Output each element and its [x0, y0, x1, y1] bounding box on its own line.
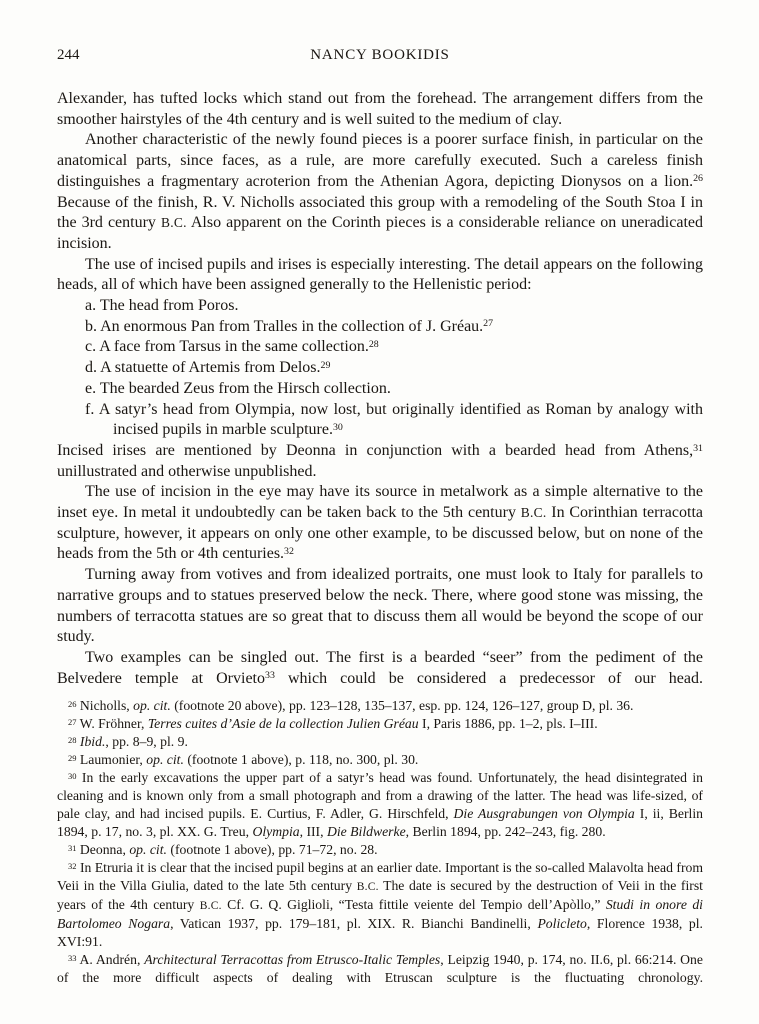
- footnote-number: 28: [68, 734, 77, 745]
- text-segment: Die Bildwerke: [326, 824, 406, 840]
- footnote-number: 32: [68, 860, 77, 871]
- text-segment: Deonna,: [79, 842, 130, 858]
- text-segment: Nicholls,: [79, 698, 134, 714]
- text-segment: (footnote 1 above), p. 118, no. 300, pl. 30.: [183, 752, 419, 768]
- page-header: [57, 47, 703, 63]
- footnote: [57, 951, 703, 987]
- paragraph: [57, 482, 703, 565]
- list-item-label: c.: [85, 338, 100, 356]
- list-item: [57, 400, 703, 441]
- footnote-reference: 28: [368, 338, 379, 350]
- footnote: [57, 715, 703, 733]
- text-segment: , Florence 1938, pl. XVI:91.: [57, 916, 703, 950]
- text-segment: The date is secured by the destruction of Veii in the first years of the 4th century: [57, 878, 703, 913]
- paragraph: [57, 441, 703, 482]
- footnote: [57, 733, 703, 751]
- text-segment: , pp. 8–9, pl. 9.: [105, 734, 188, 750]
- text-segment: Die Ausgrabungen von Olympia: [453, 806, 635, 822]
- text-segment: Because of the finish, R. V. Nicholls associated this group with a remodeling of the South Stoa I in the 3rd century: [57, 193, 703, 232]
- footnote-number: 30: [68, 770, 77, 781]
- footnote-number: 33: [68, 952, 77, 963]
- text-segment: op. cit.: [129, 842, 167, 858]
- text-segment: Laumonier,: [79, 752, 147, 768]
- text-segment: I, Paris 1886, pp. 1–2, pls. I–III.: [418, 716, 598, 732]
- text-segment: , Leipzig 1940, p. 174, no. II.6, pl. 66:214. One of the more difficult aspects of dealing with Etruscan sculpture is the fluctuating chronology.: [57, 952, 703, 986]
- footnote-reference: 33: [265, 670, 275, 682]
- footnote-reference: 29: [320, 359, 331, 371]
- list-item-label: f.: [85, 400, 99, 418]
- list-item: [57, 337, 703, 358]
- text-segment: Olympia: [252, 824, 300, 840]
- text-segment: I, ii, Berlin 1894, p. 17, no. 3, pl. XX. G. Treu,: [57, 806, 703, 840]
- paragraph: [57, 130, 703, 254]
- footnote-reference: 31: [693, 442, 703, 454]
- footnote-number: 31: [68, 842, 77, 853]
- text-segment: A statuette of Artemis from Delos.: [100, 359, 321, 377]
- text-segment: which could be considered a predecessor of our head.: [274, 669, 703, 687]
- list-item-label: b.: [85, 317, 101, 335]
- text-segment: Studi in onore di Bartolomeo Nogara: [57, 897, 703, 932]
- page-body: [57, 89, 703, 689]
- text-segment: Turning away from votives and from idealized portraits, one must look to Italy for parallels to narrative groups and to statues preserved below the neck. There, where good stone was missing, the numbers of terracotta statues are so great that to discuss them all would be beyond the scope of our study.: [57, 566, 703, 646]
- footnote-number: 29: [68, 752, 77, 763]
- paragraph: [57, 648, 703, 689]
- list-item-label: a.: [85, 297, 100, 315]
- text-segment: A satyr’s head from Olympia, now lost, but originally identified as Roman by analogy with incised pupils in marble sculpture.: [98, 400, 703, 439]
- text-segment: Alexander, has tufted locks which stand out from the forehead. The arrangement differs from the smoother hairstyles of the 4th century and is well suited to the medium of clay.: [57, 90, 703, 128]
- text-segment: A face from Tarsus in the same collection.: [99, 338, 369, 356]
- text-segment: Policleto: [537, 916, 587, 932]
- text-segment: Ibid.: [79, 734, 106, 750]
- list-item-label: e.: [85, 379, 100, 397]
- text-segment: The bearded Zeus from the Hirsch collection.: [99, 379, 391, 397]
- list-item-label: d.: [85, 359, 101, 377]
- text-segment: , III,: [299, 824, 327, 840]
- text-segment: Cf. G. Q. Giglioli, “Testa fittile veiente del Tempio dell’Apòllo,”: [221, 897, 606, 913]
- text-segment: Two examples can be singled out. The first is a bearded “seer” from the pediment of the Belvedere temple at Orvieto: [57, 648, 703, 687]
- text-segment: Also apparent on the Corinth pieces is a considerable reliance on uneradicated incision.: [57, 214, 704, 252]
- text-segment: In the early excavations the upper part of a satyr’s head was found. Unfortunately, the head disintegrated in cleaning and is known only from a small photograph and from a drawing of the latter. The head was life-sized, of pale clay, and had incised pupils. E. Curtius, F. Adler, G. Hirschfeld,: [57, 770, 703, 822]
- text-segment: A. Andrén,: [79, 952, 145, 968]
- text-segment: Terres cuites d’Asie de la collection Julien Gréau: [147, 716, 419, 732]
- footnote-reference: 26: [693, 173, 703, 185]
- text-segment: The use of incision in the eye may have its source in metalwork as a simple alternative to the inset eye. In metal it undoubtedly can be taken back to the 5th century: [57, 483, 703, 522]
- text-segment: , Vatican 1937, pp. 179–181, pl. XIX. R. Bianchi Bandinelli,: [170, 916, 538, 932]
- footnote-number: 26: [68, 698, 77, 709]
- text-segment: In Etruria it is clear that the incised pupil begins at an earlier date. Important is the so-called Malavolta head from Veii in the Villa Giulia, dated to the late 5th century: [57, 860, 703, 894]
- list-item: [57, 296, 703, 317]
- paragraph: [57, 89, 703, 130]
- text-segment: B.C.: [160, 215, 187, 231]
- text-segment: (footnote 1 above), pp. 71–72, no. 28.: [166, 842, 378, 858]
- text-segment: The use of incised pupils and irises is especially interesting. The detail appears on the following heads, all of which have been assigned generally to the Hellenistic period:: [57, 255, 703, 294]
- running-head: NANCY BOOKIDIS: [310, 47, 450, 63]
- text-segment: (footnote 20 above), pp. 123–128, 135–137, esp. pp. 124, 126–127, group D, pl. 36.: [170, 698, 634, 714]
- footnotes: [57, 697, 703, 987]
- text-segment: The head from Poros.: [99, 297, 239, 315]
- page-number: 244: [57, 47, 80, 63]
- footnote: [57, 841, 703, 859]
- text-segment: In Corinthian terracotta sculpture, however, it appears on only one other example, to be discussed below, but on none of the heads from the 5th or 4th centuries.: [57, 504, 703, 563]
- text-segment: B.C.: [199, 900, 222, 913]
- text-segment: Architectural Terracottas from Etrusco-Italic Temples: [144, 952, 441, 968]
- text-segment: , Berlin 1894, pp. 242–243, fig. 280.: [405, 824, 606, 840]
- text-segment: Incised irises are mentioned by Deonna in conjunction with a bearded head from Athens,: [57, 441, 694, 459]
- footnote-number: 27: [68, 716, 77, 727]
- footnote: [57, 769, 703, 841]
- footnote: [57, 697, 703, 715]
- footnote: [57, 751, 703, 769]
- text-segment: op. cit.: [133, 698, 171, 714]
- text-segment: W. Fröhner,: [79, 716, 148, 732]
- footnote: [57, 859, 703, 951]
- text-segment: An enormous Pan from Tralles in the collection of J. Gréau.: [100, 317, 484, 335]
- text-segment: Another characteristic of the newly found pieces is a poorer surface finish, in particular on the anatomical parts, since faces, as a rule, are more carefully executed. Such a careless finish distinguishes a fragmentary acroterion from the Athenian Agora, depicting Dionysos on a lion.: [57, 131, 703, 190]
- text-segment: op. cit.: [146, 752, 184, 768]
- paragraph: [57, 565, 703, 648]
- footnote-reference: 27: [483, 318, 494, 330]
- footnote-reference: 32: [284, 546, 294, 558]
- paragraph: [57, 255, 703, 296]
- text-segment: B.C.: [356, 881, 379, 894]
- text-segment: unillustrated and otherwise unpublished.: [57, 462, 317, 480]
- list-item: [57, 317, 703, 338]
- text-segment: B.C.: [520, 505, 547, 521]
- footnote-reference: 30: [332, 421, 343, 433]
- list-item: [57, 379, 703, 400]
- list-item: [57, 358, 703, 379]
